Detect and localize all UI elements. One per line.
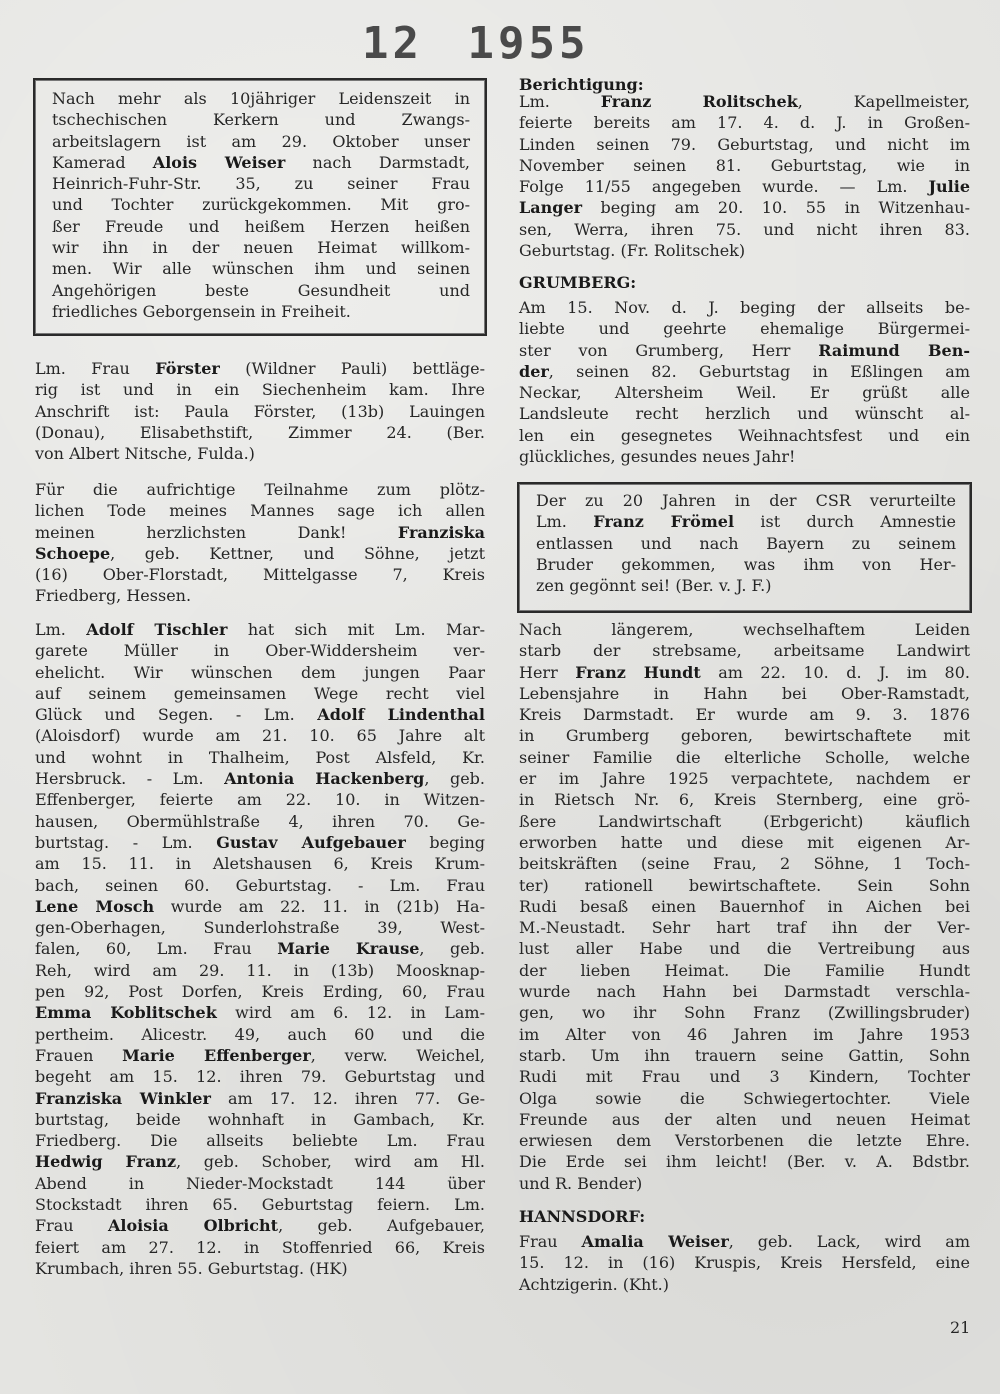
text-line [35, 896, 485, 917]
name-highlight: Julie [928, 177, 970, 197]
text-line: lichen Tode meines Mannes sage ich allen [35, 501, 485, 521]
text-segment: (Wildner Pauli) bettläge- [219, 359, 485, 378]
text-segment: falen, 60, Lm. Frau [35, 939, 278, 959]
text-line [35, 832, 485, 853]
text-line: sen, Werra, ihren 75. und nicht ihren 83. [519, 219, 970, 239]
text-line: starb. Um ihn trauern seine Gattin, Sohn [519, 1045, 970, 1065]
text-line [35, 768, 485, 789]
text-segment: Folge 11/55 angegeben wurde. — Lm. [519, 177, 929, 197]
text-line: November seinen 81. Geburtstag, wie in [519, 155, 970, 175]
text-line: (16) Ober-Florstadt, Mittelgasse 7, Kreis [35, 565, 485, 585]
text-line [519, 197, 970, 218]
text-segment: beging am 20. 10. 55 in Witzenhau- [582, 198, 970, 218]
name-highlight: Förster [155, 359, 220, 378]
text-line: friedliches Geborgensein in Freiheit. [52, 301, 351, 321]
paragraph-hundt [519, 619, 970, 1194]
text-line: hausen, Obermühlstraße 4, ihren 70. Ge- [35, 811, 485, 831]
text-line: Geburtstag. (Fr. Rolitschek) [519, 241, 746, 261]
text-segment: ster von Grumberg, Herr [519, 340, 819, 360]
text-line [35, 1002, 485, 1023]
text-line [35, 1151, 485, 1172]
text-line [519, 662, 970, 683]
text-segment: Herr [519, 662, 576, 682]
text-line: rig ist und in ein Siechenheim kam. Ihre [35, 380, 485, 400]
heading-berichtigung: Berichtigung: [519, 75, 644, 94]
text-line: gen, wo ihr Sohn Franz (Zwillingsbruder) [519, 1003, 970, 1023]
text-line: der lieben Heimat. Die Familie Hundt [519, 960, 970, 980]
name-highlight: Hedwig Franz [35, 1152, 177, 1172]
text-line: zen gegönnt sei! (Ber. v. J. F.) [536, 576, 772, 596]
text-line [536, 511, 956, 532]
text-line: erwiesen dem Verstorbenen die letzte Ehre. [519, 1131, 970, 1151]
name-highlight: Gustav Aufgebauer [216, 832, 406, 852]
page-number: 21 [950, 1318, 971, 1337]
text-line: und R. Bender) [519, 1173, 643, 1193]
text-line: Anschrift ist: Paula Förster, (13b) Lauingen [35, 401, 485, 421]
paragraph-berichtigung [519, 91, 970, 261]
text-line: Krumbach, ihren 55. Geburtstag. (HK) [35, 1258, 348, 1278]
text-segment: Frauen [35, 1045, 123, 1065]
text-line: bach, seinen 60. Geburtstag. - Lm. Frau [35, 875, 485, 895]
text-line: entlassen und nach Bayern zu seinem [536, 533, 956, 553]
text-line: wir ihn in der neuen Heimat willkom- [52, 238, 470, 258]
text-line [35, 522, 485, 543]
name-highlight: Marie Effenberger [122, 1045, 311, 1065]
text-line: pertheim. Alicestr. 49, auch 60 und die [35, 1024, 485, 1044]
name-highlight: Emma Koblitschek [35, 1003, 217, 1023]
text-line [519, 91, 970, 112]
text-line [35, 1045, 485, 1066]
text-line: liebte und geehrte ehemalige Bürgermei- [519, 319, 970, 339]
text-line: garete Müller in Ober-Widdersheim ver- [35, 641, 485, 661]
name-highlight: Alois Weiser [152, 152, 286, 172]
text-line: Am 15. Nov. d. J. beging der allseits be- [519, 298, 970, 317]
paragraph-personal-news [35, 619, 485, 1279]
text-line: arbeitslagern ist am 29. Oktober unser [52, 131, 470, 151]
text-segment: Glück und Segen. - Lm. [35, 705, 318, 725]
text-line: wurde nach Hahn bei Darmstadt verschla- [519, 982, 970, 1002]
text-line: ßer Freude und heißem Herzen heißen [52, 216, 470, 236]
text-segment: am 17. 12. ihren 77. Ge- [210, 1088, 486, 1108]
text-line: Bruder gekommen, was ihm von Her- [536, 554, 956, 574]
text-line: Reh, wird am 29. 11. in (13b) Moosknap- [35, 960, 485, 980]
text-line: auf seinem gemeinsamen Wege recht viel [35, 683, 485, 703]
text-line: Für die aufrichtige Teilnahme zum plötz- [35, 480, 485, 499]
text-segment: , geb. [424, 769, 485, 789]
text-line: Lebensjahre in Hahn bei Ober-Ramstadt, [519, 683, 970, 703]
text-segment: , Kapellmeister, [797, 92, 970, 111]
text-line: lust aller Habe und die Vertreibung aus [519, 939, 970, 959]
text-line: Friedberg, Hessen. [35, 586, 192, 606]
text-segment: , geb. [419, 939, 486, 959]
name-highlight: Lene Mosch [35, 896, 155, 916]
notice-weiser [52, 88, 470, 322]
name-highlight: Marie Krause [277, 939, 420, 959]
text-line: in Grumberg geboren, bewirtschaftete mit [519, 726, 970, 746]
paragraph-dank [35, 479, 485, 607]
text-line [35, 938, 485, 959]
text-line: und Tochter zurückgekommen. Mit gro- [52, 195, 470, 215]
text-line: beitskräften (seine Frau, 2 Söhne, 1 Toch- [519, 854, 970, 874]
text-segment: wurde am 22. 11. in (21b) Ha- [154, 896, 486, 916]
text-segment: ist durch Amnestie [734, 512, 957, 532]
text-segment: Lm. [519, 92, 601, 111]
text-line: men. Wir alle wünschen ihm und seinen [52, 259, 470, 279]
text-line: und wohnt in Thalheim, Post Alsfeld, Kr. [35, 747, 485, 767]
paragraph-grumberg [519, 297, 970, 467]
text-line [35, 1088, 485, 1109]
text-segment: , geb. Kettner, und Söhne, jetzt [110, 543, 485, 563]
text-line: Linden seinen 79. Geburtstag, und nicht im [519, 134, 970, 154]
text-line: tschechischen Kerkern und Zwangs- [52, 110, 470, 130]
text-line: Landsleute recht herzlich und wünscht al- [519, 404, 970, 424]
text-line [35, 704, 485, 725]
paragraph-foerster [35, 358, 485, 464]
text-line: begeht am 15. 12. ihren 79. Geburtstag und [35, 1067, 485, 1087]
text-line: M.-Neustadt. Sehr hart traf ihn der Ver- [519, 918, 970, 938]
text-line: Nach mehr als 10jähriger Leidenszeit in [52, 89, 470, 108]
name-highlight: Franz Frömel [593, 512, 735, 532]
text-line: Abend in Nieder-Mockstadt 144 über [35, 1173, 485, 1193]
text-line [35, 358, 485, 379]
name-highlight: Raimund Ben- [818, 340, 971, 360]
text-line [35, 1215, 485, 1236]
text-line: von Albert Nitsche, Fulda.) [35, 444, 255, 464]
text-line [52, 152, 470, 173]
text-line: Kreis Darmstadt. Er wurde am 9. 3. 1876 [519, 705, 970, 725]
text-line: Stockstadt ihren 65. Geburtstag feiern. Lm. [35, 1195, 485, 1215]
text-line: burtstag, beide wohnhaft in Gambach, Kr. [35, 1109, 485, 1129]
text-segment: Hersbruck. - Lm. [35, 769, 225, 789]
text-line: feiert am 27. 12. in Stoffenried 66, Kreis [35, 1237, 485, 1257]
text-line: glückliches, gesundes neues Jahr! [519, 447, 796, 467]
text-segment: meinen herzlichsten Dank! [35, 522, 398, 542]
text-line [35, 619, 485, 640]
text-line: erworben hatte und diese mit eigenen Ar- [519, 832, 970, 852]
name-highlight: Schoepe [35, 543, 111, 563]
text-line [519, 361, 970, 382]
text-segment: am 22. 10. d. J. im 80. [700, 662, 971, 682]
name-highlight: Langer [519, 198, 583, 218]
text-line: Effenberger, feierte am 22. 10. in Witzen- [35, 790, 485, 810]
text-segment: , geb. Schober, wird am Hl. [176, 1152, 486, 1172]
text-line [519, 176, 970, 197]
stamp-month: 12 [362, 18, 423, 69]
text-segment: , geb. Lack, wird am [728, 1232, 971, 1251]
text-line: len ein gesegnetes Weihnachtsfest und ein [519, 425, 970, 445]
text-line: in Rietsch Nr. 6, Kreis Sternberg, eine grö- [519, 790, 970, 810]
text-line: (Aloisdorf) wurde am 21. 10. 65 Jahre alt [35, 726, 485, 746]
name-highlight: Franz Hundt [575, 662, 701, 682]
text-line: gen-Oberhagen, Sunderlohstraße 39, West- [35, 918, 485, 938]
date-stamp [362, 18, 589, 69]
text-segment: Frau [519, 1232, 582, 1251]
text-line: seiner Familie die elterliche Scholle, welche [519, 747, 970, 767]
text-segment: Lm. Frau [35, 359, 156, 378]
text-line: Neckar, Altersheim Weil. Er grüßt alle [519, 383, 970, 403]
text-segment: beging [405, 832, 485, 852]
text-segment: , seinen 82. Geburtstag in Eßlingen am [548, 361, 970, 381]
name-highlight: Antonia Hackenberg [224, 769, 425, 789]
text-segment: wird am 6. 12. in Lam- [216, 1003, 485, 1023]
text-line: im Alter von 46 Jahren im Jahre 1953 [519, 1024, 970, 1044]
name-highlight: Adolf Lindenthal [317, 705, 485, 725]
text-line: 15. 12. in (16) Kruspis, Kreis Hersfeld, eine [519, 1253, 970, 1273]
text-line: Olga sowie die Schwiegertochter. Viele [519, 1088, 970, 1108]
name-highlight: Franz Rolitschek [600, 92, 798, 111]
text-segment: burtstag. - Lm. [35, 832, 217, 852]
name-highlight: der [519, 361, 549, 381]
name-highlight: Franziska Winkler [35, 1088, 211, 1108]
text-line: Friedberg. Die allseits beliebte Lm. Frau [35, 1131, 485, 1151]
heading-hannsdorf: HANNSDORF: [519, 1207, 646, 1226]
text-segment: nach Darmstadt, [285, 152, 471, 172]
text-line [519, 1231, 970, 1252]
text-segment: hat sich mit Lm. Mar- [227, 620, 485, 639]
text-line: (Donau), Elisabethstift, Zimmer 24. (Ber. [35, 422, 485, 442]
stamp-year: 1955 [467, 18, 590, 69]
text-segment: Lm. [35, 620, 87, 639]
text-line: Rudi mit Frau und 3 Kindern, Tochter [519, 1067, 970, 1087]
text-segment: Lm. [536, 512, 594, 532]
heading-grumberg: GRUMBERG: [519, 273, 637, 292]
text-line: Die Erde sei ihm leicht! (Ber. v. A. Bdstbr. [519, 1152, 970, 1172]
text-line: pen 92, Post Dorfen, Kreis Erding, 60, Frau [35, 982, 485, 1002]
text-line: ßere Landwirtschaft (Erbgericht) käuflich [519, 811, 970, 831]
text-line: Freunde aus der alten und neuen Heimat [519, 1109, 970, 1129]
text-line: ter) rationell bewirtschaftete. Sein Sohn [519, 875, 970, 895]
text-line: Heinrich-Fuhr-Str. 35, zu seiner Frau [52, 174, 470, 194]
text-line: er im Jahre 1925 verpachtete, nachdem er [519, 769, 970, 789]
text-line: Angehörigen beste Gesundheit und [52, 280, 470, 300]
text-line: starb der strebsame, arbeitsame Landwirt [519, 641, 970, 661]
text-line: Nach längerem, wechselhaftem Leiden [519, 620, 970, 639]
name-highlight: Adolf Tischler [86, 620, 228, 639]
name-highlight: Amalia Weiser [581, 1232, 729, 1251]
notice-froemel [536, 490, 956, 596]
text-line [519, 340, 970, 361]
name-highlight: Franziska [397, 522, 485, 542]
text-line: feierte bereits am 17. 4. d. J. in Großen- [519, 113, 970, 133]
text-segment: , verw. Weichel, [310, 1045, 485, 1065]
text-line: Rudi besaß einen Bauernhof in Aichen bei [519, 896, 970, 916]
text-line [35, 543, 485, 564]
text-line: am 15. 11. in Aletshausen 6, Kreis Krum- [35, 854, 485, 874]
text-segment: Kamerad [52, 152, 153, 172]
text-segment: , geb. Aufgebauer, [278, 1216, 485, 1236]
text-segment: Frau [35, 1216, 108, 1236]
text-line: ehelicht. Wir wünschen dem jungen Paar [35, 662, 485, 682]
name-highlight: Aloisia Olbricht [108, 1216, 279, 1236]
text-line: Der zu 20 Jahren in der CSR verurteilte [536, 491, 956, 510]
paragraph-hannsdorf [519, 1231, 970, 1295]
text-line: Achtzigerin. (Kht.) [519, 1274, 670, 1294]
